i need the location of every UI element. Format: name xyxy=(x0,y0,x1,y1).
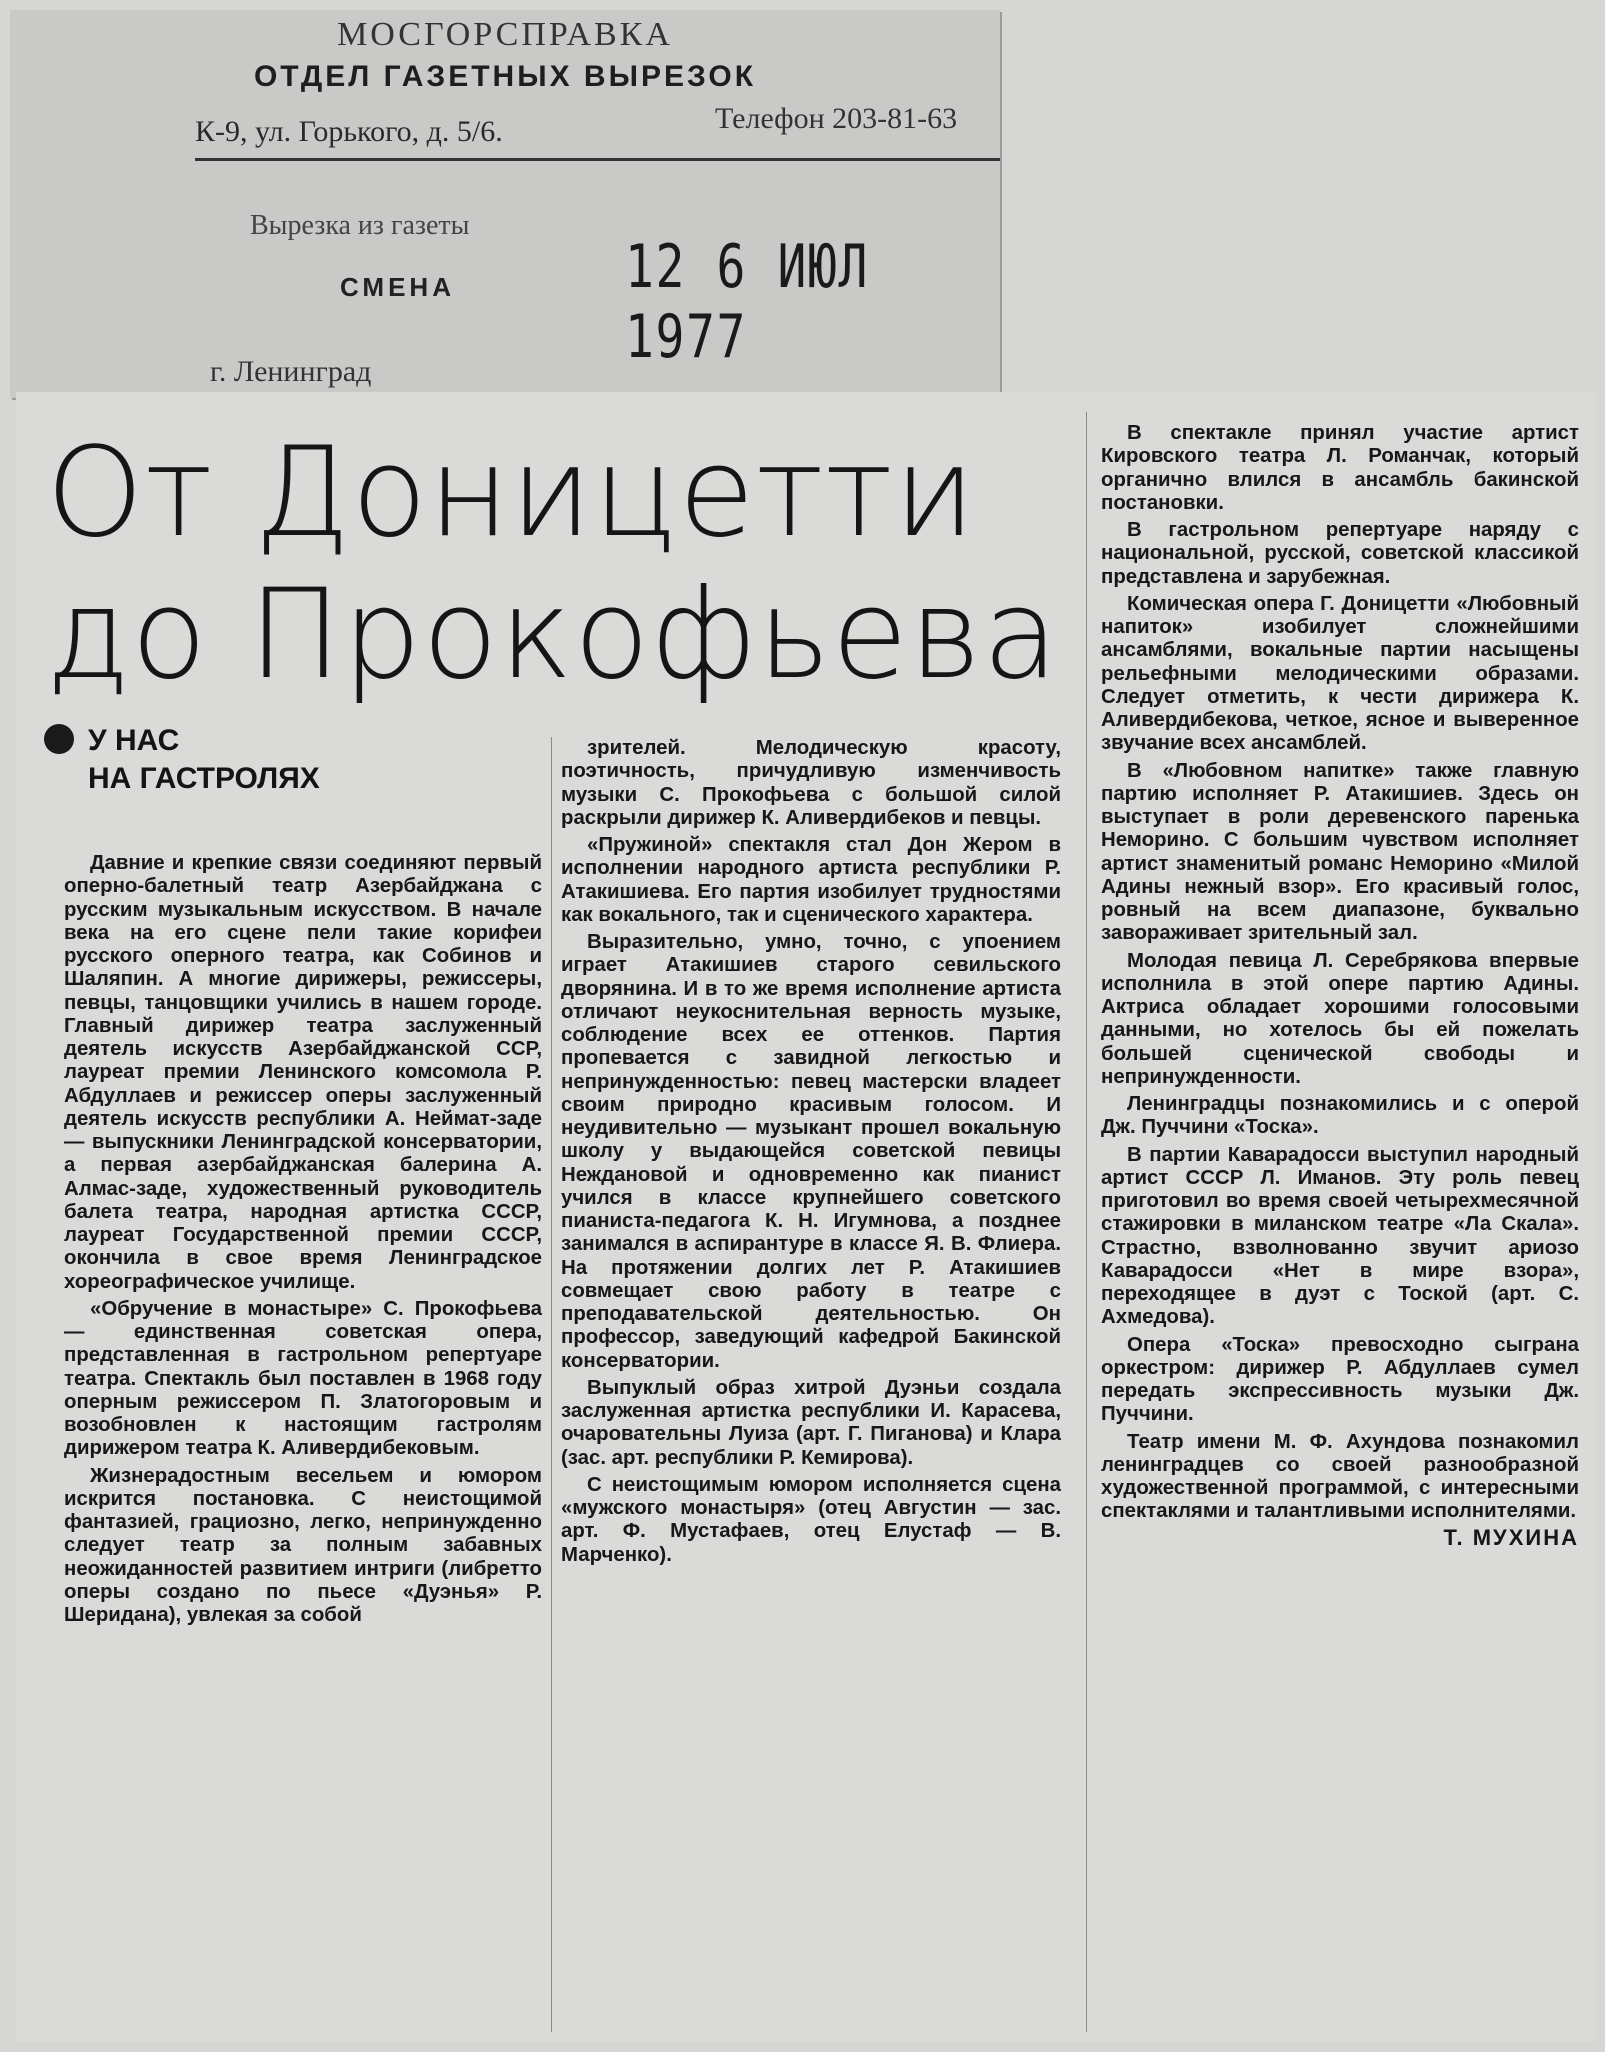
paragraph: Жизнерадостным весельем и юмором искрится постановка. С неистощимой фантазией, грациозно, легко, непринужденно следует театр за полным забавных неожиданностей развитием интриги (либретто оперы создано по пьесе «Дуэнья» Р. Шеридана), увлекая за собой xyxy=(64,1464,542,1626)
paragraph: Молодая певица Л. Серебрякова впервые исполнила в этой опере партию Адины. Актриса обладает хорошими голосовыми данными, но хотелось бы ей пожелать большей сценической свободы и непринужденности. xyxy=(1101,949,1579,1088)
column-divider xyxy=(551,737,552,2032)
rubric-line-2: НА ГАСТРОЛЯХ xyxy=(88,762,320,795)
article-column-3 xyxy=(1101,422,1579,1549)
paragraph: Выразительно, умно, точно, с упоением играет Атакишиев старого севильского дворянина. И в то же время исполнение артиста отличают неукоснительная верность музыке, соблюдение всех ее оттенков. Партия пропевается с завидной легкостью и непринужденностью: певец мастерски владеет своим природно красивым голосом. И неудивительно — музыкант прошел вокальную школу у выдающейся советской певицы Неждановой и одновременно как пианист учился в классе крупнейшего советского пианиста-педагога К. Н. Игумнова, а позднее занимался в аспирантуре в классе Я. В. Флиера. На протяжении долгих лет Р. Атакишиев совмещает свою работу в театре с преподавательской деятельностью. Он профессор, заведующий кафедрой Бакинской консерватории. xyxy=(561,931,1061,1372)
bullet-icon xyxy=(44,724,74,754)
paragraph: «Обручение в монастыре» С. Прокофьева — единственная советская опера, представленная в гастрольном репертуаре театра. Спектакль был поставлен в 1968 году оперным режиссером П. Златогоровым и возобновлен к настоящим гастролям дирижером театра К. Аливердибековым. xyxy=(64,1297,542,1460)
stamp-cutting-label: Вырезка из газеты xyxy=(250,210,470,241)
newspaper-clipping xyxy=(16,392,1596,2042)
headline-line-2: до Прокофьева xyxy=(46,563,1060,707)
article-column-2 xyxy=(561,737,1061,1567)
column-divider xyxy=(1086,412,1087,2032)
stamp-department: ОТДЕЛ ГАЗЕТНЫХ ВЫРЕЗОК xyxy=(253,60,757,93)
paragraph: С неистощимым юмором исполняется сцена «мужского монастыря» (отец Августин — зас. арт. Ф. Мустафаев, отец Елустаф — В. Марченко). xyxy=(561,1473,1061,1566)
stamp-newspaper-name: СМЕНА xyxy=(340,272,455,302)
article-column-1 xyxy=(64,852,542,1627)
stamp-divider xyxy=(195,158,1000,161)
paragraph: Театр имени М. Ф. Ахундова познакомил ленинградцев со своей разнообразной художественной программой, с интересными спектаклями и талантливыми исполнителями. xyxy=(1101,1430,1579,1523)
stamp-city: г. Ленинград xyxy=(210,355,372,388)
stamp-date: 12 6 ИЮЛ 1977 xyxy=(625,232,869,372)
paragraph: «Пружиной» спектакля стал Дон Жером в исполнении народного артиста республики Р. Атакишиева. Его партия изобилует трудностями как вокального, так и сценического характера. xyxy=(561,834,1061,926)
rubric xyxy=(44,722,320,798)
stamp-address: К-9, ул. Горького, д. 5/6. xyxy=(195,115,503,148)
paragraph: Опера «Тоска» превосходно сыграна оркестром: дирижер Р. Абдуллаев сумел передать экспрессивность музыки Дж. Пуччини. xyxy=(1101,1333,1579,1426)
author-signature: Т. МУХИНА xyxy=(1443,1524,1579,1550)
paragraph: зрителей. Мелодическую красоту, поэтичность, причудливую изменчивость музыки С. Прокофьева с большой силой раскрыли дирижер К. Аливердибеков и певцы. xyxy=(561,737,1061,829)
paragraph: Давние и крепкие связи соединяют первый оперно-балетный театр Азербайджана с русским музыкальным искусством. В начале века на его сцене пели такие корифеи русского оперного театра, как Собинов и Шаляпин. А многие дирижеры, режиссеры, певцы, танцовщики учились в нашем городе. Главный дирижер театра заслуженный деятель искусств Азербайджанской ССР, лауреат премии Ленинского комсомола Р. Абдуллаев и режиссер оперы заслуженный деятель искусств республики А. Неймат-заде — выпускники Ленинградской консерватории, а первая азербайджанская балерина А. Алмас-заде, художественный руководитель балета театра, народная артистка СССР, лауреат Государственной премии СССР, окончила в свое время Ленинградское хореографическое училище. xyxy=(64,852,542,1293)
paragraph: В партии Каварадосси выступил народный артист СССР Л. Иманов. Эту роль певец приготовил во время своей четырехмесячной стажировки в миланском театре «Ла Скала». Страстно, взволнованно звучит ариозо Каварадосси «Нет в мире взора», переходящее в дуэт с Тоской (арт. С. Ахмедова). xyxy=(1101,1143,1579,1329)
stamp-org: МОСГОРСПРАВКА xyxy=(337,16,673,53)
article-headline xyxy=(46,422,1060,706)
headline-line-1: От Доницетти xyxy=(46,421,977,565)
paragraph: Ленинградцы познакомились и с оперой Дж. Пуччини «Тоска». xyxy=(1101,1093,1579,1139)
clipping-service-stamp xyxy=(10,10,1000,398)
paragraph: В «Любовном напитке» также главную партию исполняет Р. Атакишиев. Здесь он выступает в роли деревенского паренька Неморино. С большим чувством исполняет артист знаменитый романс Неморино «Милой Адины нежный взор». Его красивый голос, ровный на всем диапазоне, буквально завораживает зрительный зал. xyxy=(1101,759,1579,945)
rubric-line-1: У НАС xyxy=(88,724,180,757)
paragraph: Выпуклый образ хитрой Дуэньи создала заслуженная артистка республики И. Карасева, очаровательны Луиза (арт. Г. Пиганова) и Клара (зас. арт. республики Р. Кемирова). xyxy=(561,1376,1061,1469)
stamp-phone: Телефон 203-81-63 xyxy=(715,102,958,135)
paragraph: Комическая опера Г. Доницетти «Любовный напиток» изобилует сложнейшими ансамблями, вокальные партии насыщены рельефными мелодическими образами. Следует отметить, к чести дирижера К. Аливердибекова, четкое, ясное и выверенное звучание всех ансамблей. xyxy=(1101,592,1579,755)
paragraph: В спектакле принял участие артист Кировского театра Л. Романчак, который органично влился в ансамбль бакинской постановки. xyxy=(1101,422,1579,514)
paragraph: В гастрольном репертуаре наряду с национальной, русской, советской классикой представлена и зарубежная. xyxy=(1101,519,1579,588)
